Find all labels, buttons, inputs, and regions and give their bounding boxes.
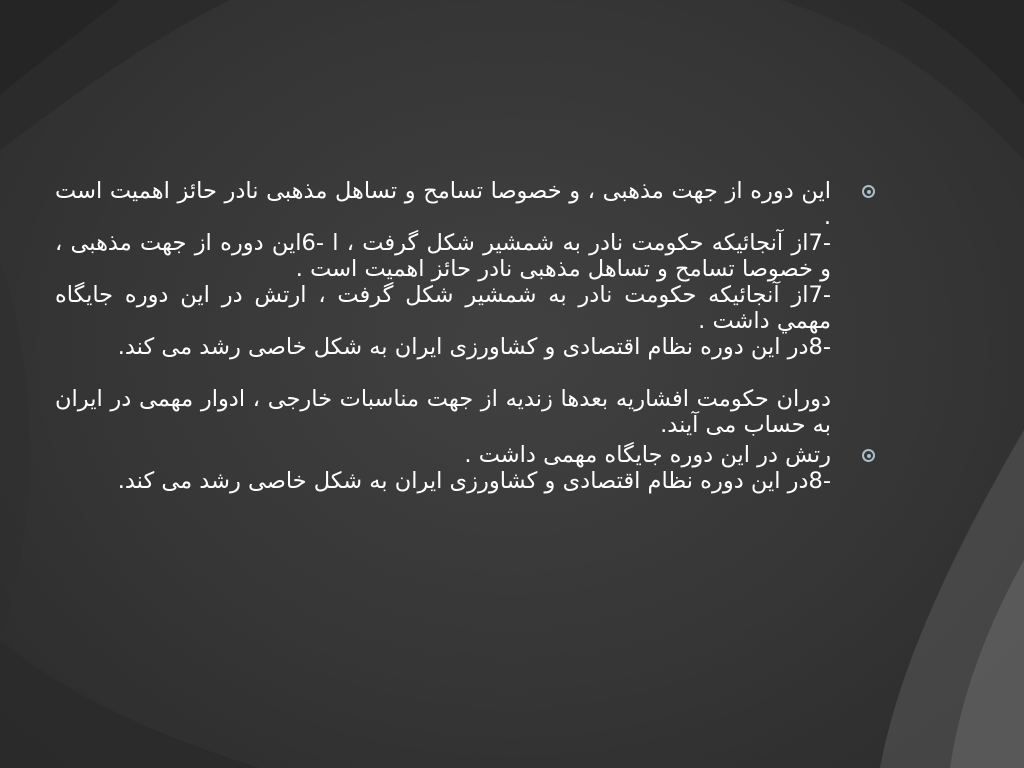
bullet-item xyxy=(55,442,885,494)
paragraph: این دوره از جهت مذهبی ، و خصوصا تسامح و تساهل مذهبی نادر حائز اهمیت است . xyxy=(47,178,831,230)
paragraph-spacer xyxy=(55,360,831,386)
decor-arc-left xyxy=(0,260,30,640)
paragraph: -7از آنجائیکه حکومت نادر به شمشیر شکل گرفت ، ا -6این دوره از جهت مذهبی ، و خصوصا تسامح و تساهل مذهبی نادر حائز اهمیت است . xyxy=(47,230,831,282)
paragraph: دوران حکومت افشاریه بعدها زندیه از جهت مناسبات خارجی ، ادوار مهمی در ایران به حساب می آیند. xyxy=(47,386,831,438)
paragraph: -7از آنجائیکه حکومت نادر به شمشیر شکل گرفت ، ارتش در این دوره جایگاه مهمي داشت . xyxy=(47,282,831,334)
bullet-circle-icon xyxy=(862,449,875,462)
slide-content xyxy=(47,178,885,494)
bullet-circle-icon xyxy=(862,185,875,198)
paragraph: رتش در این دوره جایگاه مهمی داشت . xyxy=(464,442,831,468)
paragraph: -8در این دوره نظام اقتصادی و کشاورزی ایران به شکل خاصی رشد می کند. xyxy=(117,334,831,360)
bullet-item xyxy=(47,178,885,438)
decor-arc-bottom-left xyxy=(0,640,260,768)
paragraph: -8در این دوره نظام اقتصادی و کشاورزی ایران به شکل خاصی رشد می کند. xyxy=(117,468,831,494)
